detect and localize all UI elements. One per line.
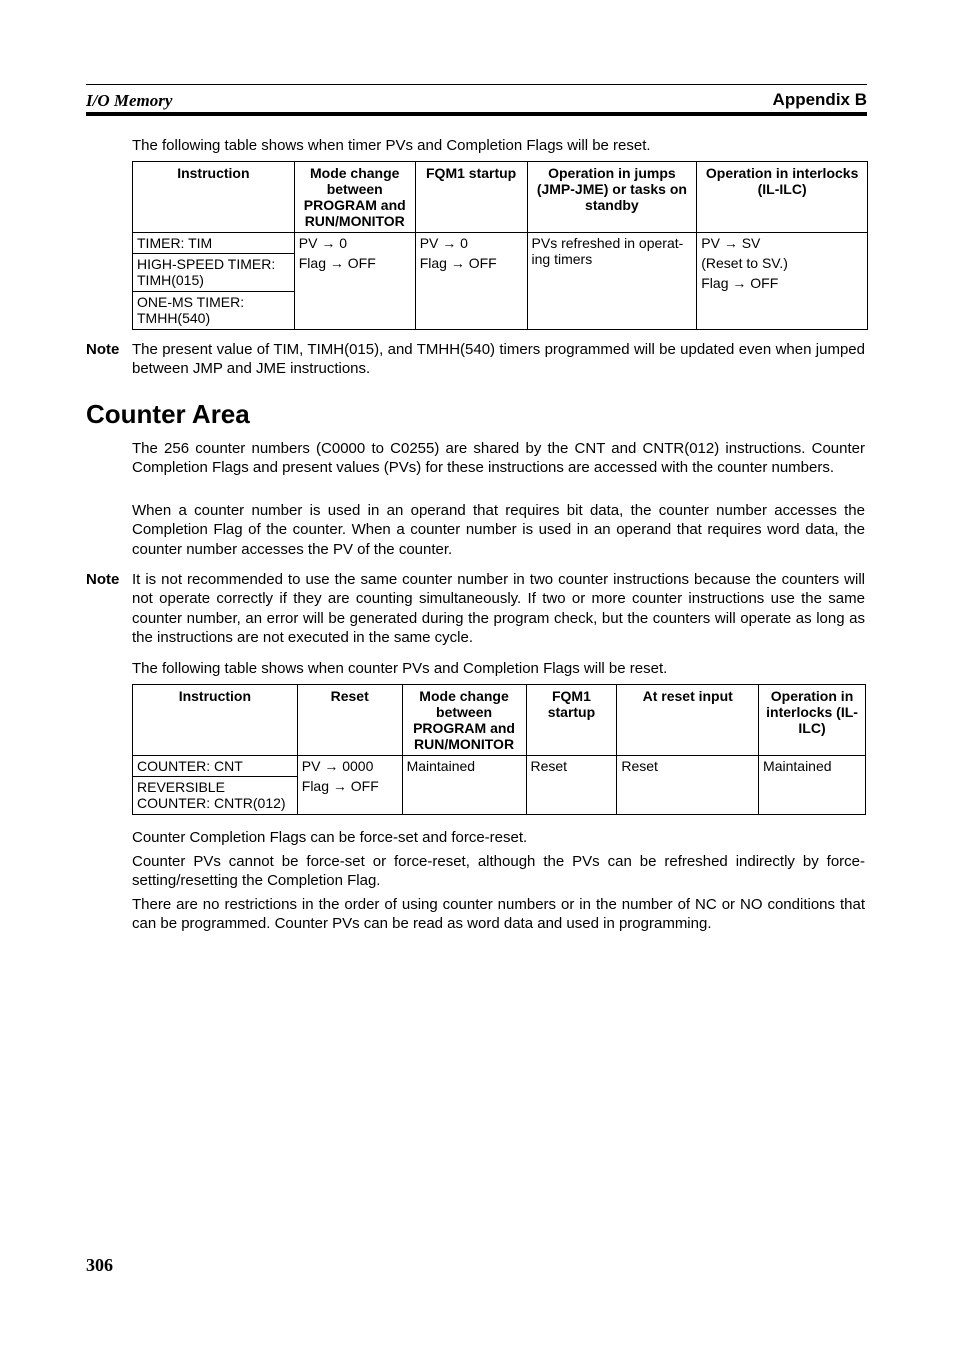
column-header: Instruction: [133, 685, 298, 756]
mode-change-cell: [294, 233, 415, 330]
jumps-cell: PVs refreshed in operat-ing timers: [527, 233, 697, 330]
cell-line: (Reset to SV.): [701, 255, 788, 271]
counter-paragraph: When a counter number is used in an operand that requires bit data, the counter number accesses the Completion Flag of the counter. When a counter number is used in an operand that requires word data, the counter number accesses the PV of the counter.: [132, 502, 865, 558]
column-header: FQM1 startup: [526, 685, 617, 756]
column-header: Instruction: [133, 162, 295, 233]
column-header: Operation in interlocks (IL-ILC): [697, 162, 868, 233]
note-text: The present value of TIM, TIMH(015), and TMHH(540) timers programmed will be updated even when jumped between JMP and JME instructions.: [132, 341, 865, 378]
column-header: At reset input: [617, 685, 759, 756]
counter-table-intro: The following table shows when counter PVs and Completion Flags will be reset.: [132, 660, 668, 677]
cell-line: Flag → OFF: [419, 255, 497, 271]
column-header: Reset: [297, 685, 402, 756]
column-header: Operation in jumps (JMP-JME) or tasks on standby: [527, 162, 697, 233]
tail-paragraph: There are no restrictions in the order of using counter numbers or in the number of NC or NO conditions that can be programmed. Counter PVs can be read as word data and used in programming.: [132, 896, 865, 933]
cell-line: PV → 0000: [301, 758, 374, 774]
note-label: Note: [86, 341, 120, 358]
note-label: Note: [86, 571, 120, 588]
interlocks-cell: Maintained: [759, 756, 866, 815]
section-heading: Counter Area: [86, 399, 250, 429]
counter-paragraph: The 256 counter numbers (C0000 to C0255) are shared by the CNT and CNTR(012) instructions. Counter Completion Flags and present values (PVs) for these instructions are accessed with the counter numbers.: [132, 440, 865, 477]
instruction-cell: COUNTER: CNT: [133, 756, 298, 777]
table-row: [133, 756, 866, 777]
cell-line: Flag → OFF: [701, 275, 779, 291]
cell-line: PV → 0: [419, 235, 468, 251]
tail-paragraph: Counter Completion Flags can be force-set and force-reset.: [132, 829, 528, 846]
instruction-cell: ONE-MS TIMER: TMHH(540): [133, 292, 295, 330]
note-text: It is not recommended to use the same counter number in two counter instructions because the counters will not operate correctly if they are counting simultaneously. If two or more counter instructions use the same counter number, an error will be generated during the program check, but the counters will operate as long as the instructions are not executed in the same cycle.: [132, 571, 865, 646]
header-appendix-label: Appendix B: [772, 90, 867, 109]
reset-input-cell: Reset: [617, 756, 759, 815]
interlocks-cell: [697, 233, 868, 330]
header-section-title: I/O Memory: [86, 91, 173, 110]
header-bottom-rule: [86, 112, 867, 116]
reset-cell: [297, 756, 402, 815]
fqm1-startup-cell: [415, 233, 527, 330]
instruction-cell: TIMER: TIM: [133, 233, 295, 254]
table-header-row: [133, 162, 868, 233]
cell-line: PV → SV: [701, 235, 761, 251]
table-header-row: [133, 685, 866, 756]
column-header: Operation in interlocks (IL-ILC): [759, 685, 866, 756]
table-row: [133, 233, 868, 254]
timer-reset-table: [132, 161, 868, 330]
instruction-cell: REVERSIBLE COUNTER: CNTR(012): [133, 777, 298, 815]
mode-change-cell: Maintained: [402, 756, 526, 815]
counter-reset-table: [132, 684, 866, 815]
cell-line: Flag → OFF: [298, 255, 376, 271]
instruction-cell: HIGH-SPEED TIMER: TIMH(015): [133, 254, 295, 292]
column-header: Mode change between PROGRAM and RUN/MONITOR: [402, 685, 526, 756]
tail-paragraph: Counter PVs cannot be force-set or force-reset, although the PVs can be refreshed indirectly by force-setting/resetting the Completion Flag.: [132, 853, 865, 890]
column-header: FQM1 startup: [415, 162, 527, 233]
fqm1-startup-cell: Reset: [526, 756, 617, 815]
header-top-rule: [86, 84, 867, 85]
cell-line: Flag → OFF: [301, 778, 379, 794]
page-number: 306: [86, 1255, 113, 1275]
timer-table-intro: The following table shows when timer PVs and Completion Flags will be reset.: [132, 137, 651, 154]
column-header: Mode change between PROGRAM and RUN/MONITOR: [294, 162, 415, 233]
cell-line: PV → 0: [298, 235, 347, 251]
